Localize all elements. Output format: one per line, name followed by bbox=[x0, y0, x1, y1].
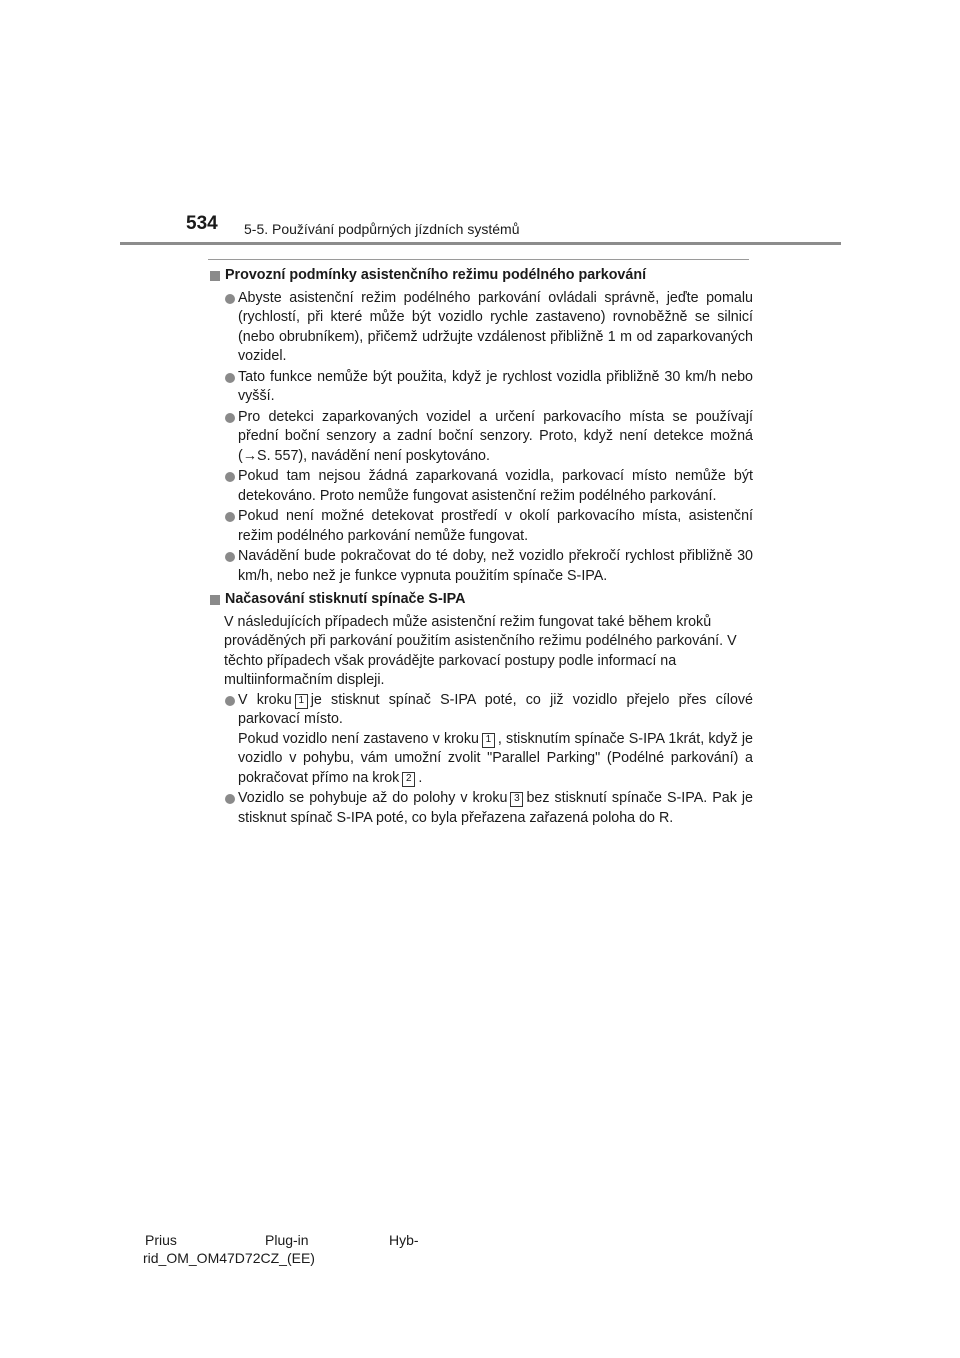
list-item bbox=[208, 789, 753, 828]
list-item-text: Vozidlo se pohybuje až do polohy v kroku bbox=[238, 790, 508, 806]
footer bbox=[145, 1231, 419, 1267]
section-heading-operating-conditions bbox=[208, 266, 753, 286]
list-item-text: V kroku bbox=[238, 691, 292, 708]
list-item-text: Navádění bude pokračovat do té doby, než vozidlo překročí rychlost přibližně 30 km/h, nebo než je funkce vypnuta použitím spínače S-IPA. bbox=[238, 548, 753, 584]
list-item bbox=[208, 289, 753, 367]
step-number-badge: 1 bbox=[482, 733, 495, 748]
circle-bullet-icon bbox=[225, 294, 235, 304]
header-rule bbox=[120, 242, 841, 245]
step-number-badge: 1 bbox=[295, 694, 308, 709]
list-item bbox=[208, 408, 753, 467]
page-content bbox=[208, 266, 753, 829]
heading-text: Načasování stisknutí spínače S-IPA bbox=[225, 591, 466, 607]
list-item-text: bez stisknutí spínače S-IPA. Pak je stisknut spínač S-IPA poté, co byla přeřazena zařazená poloha do R. bbox=[238, 790, 753, 826]
circle-bullet-icon bbox=[225, 696, 235, 706]
list-item-text: je stisknut spínač S-IPA poté, co již vozidlo přejelo přes cílové parkovací místo. bbox=[238, 691, 754, 727]
list-item-text: Abyste asistenční režim podélného parkování ovládali správně, jeďte pomalu (rychlostí, při které může být vozidlo rychle zastaveno) rovnoběžně se silnicí (nebo obrubníkem), přičemž udržujte vzdálenost přibližně 1 m od zaparkovaných vozidel. bbox=[238, 289, 753, 364]
square-bullet-icon bbox=[210, 595, 220, 605]
page-number: 534 bbox=[186, 213, 218, 234]
footer-word: Plug-in bbox=[265, 1232, 309, 1248]
circle-bullet-icon bbox=[225, 413, 235, 423]
footer-word: Prius bbox=[145, 1232, 177, 1248]
square-bullet-icon bbox=[210, 271, 220, 281]
list-item-text: Pokud tam nejsou žádná zaparkovaná vozidla, parkovací místo nemůže být detekováno. Proto nemůže fungovat asistenční režim podélného parkování. bbox=[238, 468, 753, 504]
intro-paragraph: V následujících případech může asistenční režim fungovat také během kroků prováděných při parkování použitím asistenčního režimu podélného parkování. V těchto případech však provádějte parkovací postupy podle informací na multiinformačním displeji. bbox=[224, 613, 737, 688]
list-item bbox=[208, 368, 753, 407]
list-item-subparagraph: Pokud vozidlo není zastaveno v kroku 1 , stisknutím spínače S-IPA 1krát, když je vozidlo v pohybu, vám umožní zvolit "Parallel Parking" (Podélné parkování) a pokračovat přímo na krok 2 . bbox=[238, 730, 754, 786]
circle-bullet-icon bbox=[225, 373, 235, 383]
list-item-text: Pro detekci zaparkovaných vozidel a určení parkovacího místa se používají přední boční senzory a zadní boční senzory. Proto, když není detekce možná (→S. 557), navádění není poskytováno. bbox=[238, 408, 753, 464]
list-item-text: Pokud není možné detekovat prostředí v okolí parkovacího místa, asistenční režim podélného parkování nemůže fungovat. bbox=[238, 508, 753, 544]
list-item bbox=[208, 507, 753, 546]
list-item-text: Tato funkce nemůže být použita, když je rychlost vozidla přibližně 30 km/h nebo vyšší. bbox=[238, 368, 753, 404]
section-title: 5-5. Používání podpůrných jízdních systémů bbox=[244, 221, 520, 237]
circle-bullet-icon bbox=[225, 552, 235, 562]
footer-line-1 bbox=[145, 1231, 419, 1249]
footer-line-2: rid_OM_OM47D72CZ_(EE) bbox=[143, 1250, 315, 1266]
heading-text: Provozní podmínky asistenčního režimu podélného parkování bbox=[225, 267, 647, 283]
circle-bullet-icon bbox=[225, 472, 235, 482]
circle-bullet-icon bbox=[225, 794, 235, 804]
list-item bbox=[208, 691, 753, 789]
content-rule bbox=[208, 259, 749, 260]
list-item bbox=[208, 467, 753, 506]
step-number-badge: 3 bbox=[510, 792, 523, 807]
section-heading-button-timing bbox=[208, 590, 753, 610]
circle-bullet-icon bbox=[225, 512, 235, 522]
step-number-badge: 2 bbox=[402, 772, 415, 787]
footer-word: Hyb- bbox=[389, 1232, 419, 1248]
list-item bbox=[208, 547, 753, 586]
